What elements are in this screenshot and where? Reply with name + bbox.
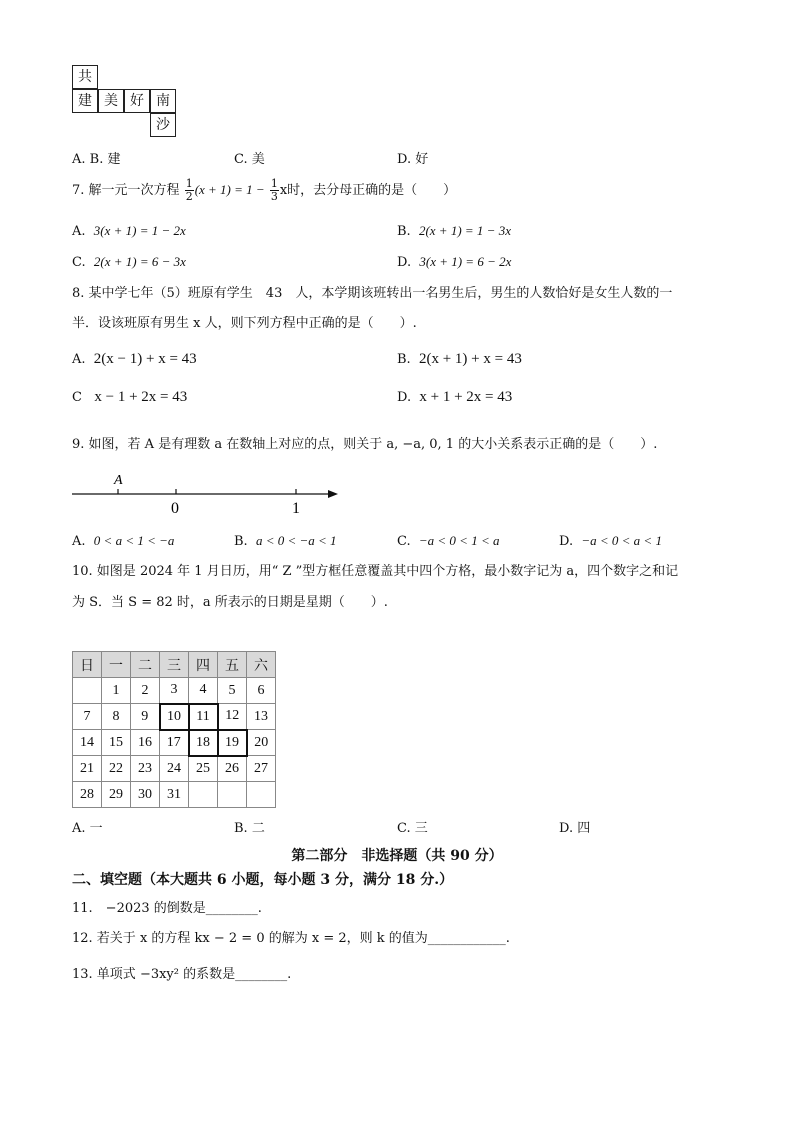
number-line (70, 468, 350, 518)
option-text: B. 建 (89, 152, 121, 167)
calendar-cell: 12 (218, 704, 247, 730)
calendar-cell: 23 (131, 756, 160, 782)
tick-one-label: 1 (292, 500, 300, 517)
calendar-header-cell: 三 (160, 652, 189, 678)
calendar-table (72, 651, 276, 808)
net-cell: 沙 (150, 113, 176, 137)
calendar-cell (247, 782, 276, 808)
q7-prefix: 7. 解一元一次方程 (72, 183, 180, 198)
calendar-cell: 21 (73, 756, 102, 782)
option-letter: C. (234, 152, 248, 167)
calendar-row (73, 678, 276, 704)
q10-option-c[interactable]: C. 三 (397, 821, 428, 836)
q8-option-a[interactable]: A. 2(x − 1) + x = 43 (72, 351, 197, 367)
calendar-cell: 29 (102, 782, 131, 808)
calendar-cell: 25 (189, 756, 218, 782)
q6-option-c[interactable] (234, 153, 265, 166)
calendar-cell-z-frame: 19 (218, 730, 247, 756)
q7-option-b[interactable]: B. 2(x + 1) = 1 − 3x (397, 223, 511, 239)
calendar-cell: 22 (102, 756, 131, 782)
q7-stem (72, 175, 456, 206)
q8-option-d[interactable]: D. x + 1 + 2x = 43 (397, 389, 513, 405)
q9-option-d[interactable]: D. −a < 0 < a < 1 (559, 533, 662, 549)
calendar-header-cell: 二 (131, 652, 160, 678)
net-cell: 美 (98, 89, 124, 113)
q11-text: 11. −2023 的倒数是________. (72, 901, 262, 916)
axis-arrow-icon (328, 490, 338, 498)
calendar-cell: 3 (160, 678, 189, 704)
calendar-cell-z-frame: 11 (189, 704, 218, 730)
q8-option-c[interactable]: C x − 1 + 2x = 43 (72, 389, 188, 405)
calendar-cell: 14 (73, 730, 102, 756)
calendar-row (73, 782, 276, 808)
calendar-header-cell: 五 (218, 652, 247, 678)
calendar-cell: 6 (247, 678, 276, 704)
q7-option-c[interactable]: C. 2(x + 1) = 6 − 3x (72, 254, 186, 270)
q10-option-d[interactable]: D. 四 (559, 821, 591, 836)
calendar-cell: 4 (189, 678, 218, 704)
fraction-half: $\frac{1}{2}$ (185, 176, 193, 203)
option-letter: A. (72, 152, 86, 167)
net-cell: 好 (124, 89, 150, 113)
point-a-label: A (114, 473, 123, 488)
option-text: 美 (251, 152, 265, 167)
calendar-row (73, 704, 276, 730)
calendar-cell: 9 (131, 704, 160, 730)
calendar-cell (218, 782, 247, 808)
q10-option-a[interactable]: A. 一 (72, 821, 103, 836)
calendar-header-cell: 一 (102, 652, 131, 678)
calendar-cell: 17 (160, 730, 189, 756)
calendar-row (73, 730, 276, 756)
q6-option-a[interactable] (72, 153, 121, 166)
q7-suffix: x时，去分母正确的是（ ） (279, 183, 457, 198)
calendar-cell: 15 (102, 730, 131, 756)
fraction-third: $\frac{1}{3}$ (270, 176, 278, 203)
q9-option-b[interactable]: B. a < 0 < −a < 1 (234, 533, 337, 549)
q12-text: 12. 若关于 x 的方程 kx − 2 = 0 的解为 x = 2，则 k 的值为____________. (72, 931, 510, 946)
q8-stem-line1: 8. 某中学七年（5）班原有学生 43 人，本学期该班转出一名男生后，男生的人数恰好是女生人数的一 (72, 286, 673, 301)
calendar-header-row (73, 652, 276, 678)
calendar-cell: 27 (247, 756, 276, 782)
calendar-header-cell: 四 (189, 652, 218, 678)
calendar-cell (189, 782, 218, 808)
net-cell: 南 (150, 89, 176, 113)
calendar-cell: 16 (131, 730, 160, 756)
q10-stem-line2: 为 S．当 S = 82 时，a 所表示的日期是星期（ ）. (72, 595, 388, 610)
calendar-cell: 8 (102, 704, 131, 730)
calendar-cell: 26 (218, 756, 247, 782)
calendar-cell: 20 (247, 730, 276, 756)
calendar-header-cell: 六 (247, 652, 276, 678)
calendar-header-cell: 日 (73, 652, 102, 678)
q10-stem-line1: 10. 如图是 2024 年 1 月日历，用“ Z ”型方框任意覆盖其中四个方格，最小数字记为 a，四个数字之和记 (72, 564, 679, 579)
q7-mid: (x + 1) = 1 − (194, 182, 265, 197)
calendar-cell: 31 (160, 782, 189, 808)
net-cell: 共 (72, 65, 98, 89)
q8-stem-line2: 半．设该班原有男生 x 人，则下列方程中正确的是（ ）. (72, 316, 417, 331)
q10-option-b[interactable]: B. 二 (234, 821, 265, 836)
calendar-cell: 7 (73, 704, 102, 730)
calendar-cell: 5 (218, 678, 247, 704)
section-heading: 二、填空题（本大题共 6 小题，每小题 3 分，满分 18 分.） (72, 872, 454, 888)
part2-title: 第二部分 非选择题（共 90 分） (291, 848, 503, 864)
q7-option-d[interactable]: D. 3(x + 1) = 6 − 2x (397, 254, 512, 270)
calendar-cell: 28 (73, 782, 102, 808)
calendar-cell: 30 (131, 782, 160, 808)
calendar-cell-z-frame: 10 (160, 704, 189, 730)
option-letter: D. (397, 152, 412, 167)
calendar-cell: 13 (247, 704, 276, 730)
q13-text: 13. 单项式 −3xy² 的系数是________. (72, 967, 292, 982)
q9-option-a[interactable]: A. 0 < a < 1 < −a (72, 533, 175, 549)
q6-option-d[interactable] (397, 153, 428, 166)
net-cell: 建 (72, 89, 98, 113)
q9-option-c[interactable]: C. −a < 0 < 1 < a (397, 533, 500, 549)
q8-option-b[interactable]: B. 2(x + 1) + x = 43 (397, 351, 522, 367)
calendar-cell (73, 678, 102, 704)
calendar-cell: 24 (160, 756, 189, 782)
calendar-cell-z-frame: 18 (189, 730, 218, 756)
q7-option-a[interactable]: A. 3(x + 1) = 1 − 2x (72, 223, 186, 239)
option-text: 好 (415, 152, 429, 167)
tick-zero-label: 0 (171, 500, 179, 517)
calendar-cell: 1 (102, 678, 131, 704)
calendar-cell: 2 (131, 678, 160, 704)
q9-stem: 9. 如图，若 A 是有理数 a 在数轴上对应的点，则关于 a, −a, 0, 1 的大小关系表示正确的是（ ）. (72, 437, 658, 452)
calendar-row (73, 756, 276, 782)
